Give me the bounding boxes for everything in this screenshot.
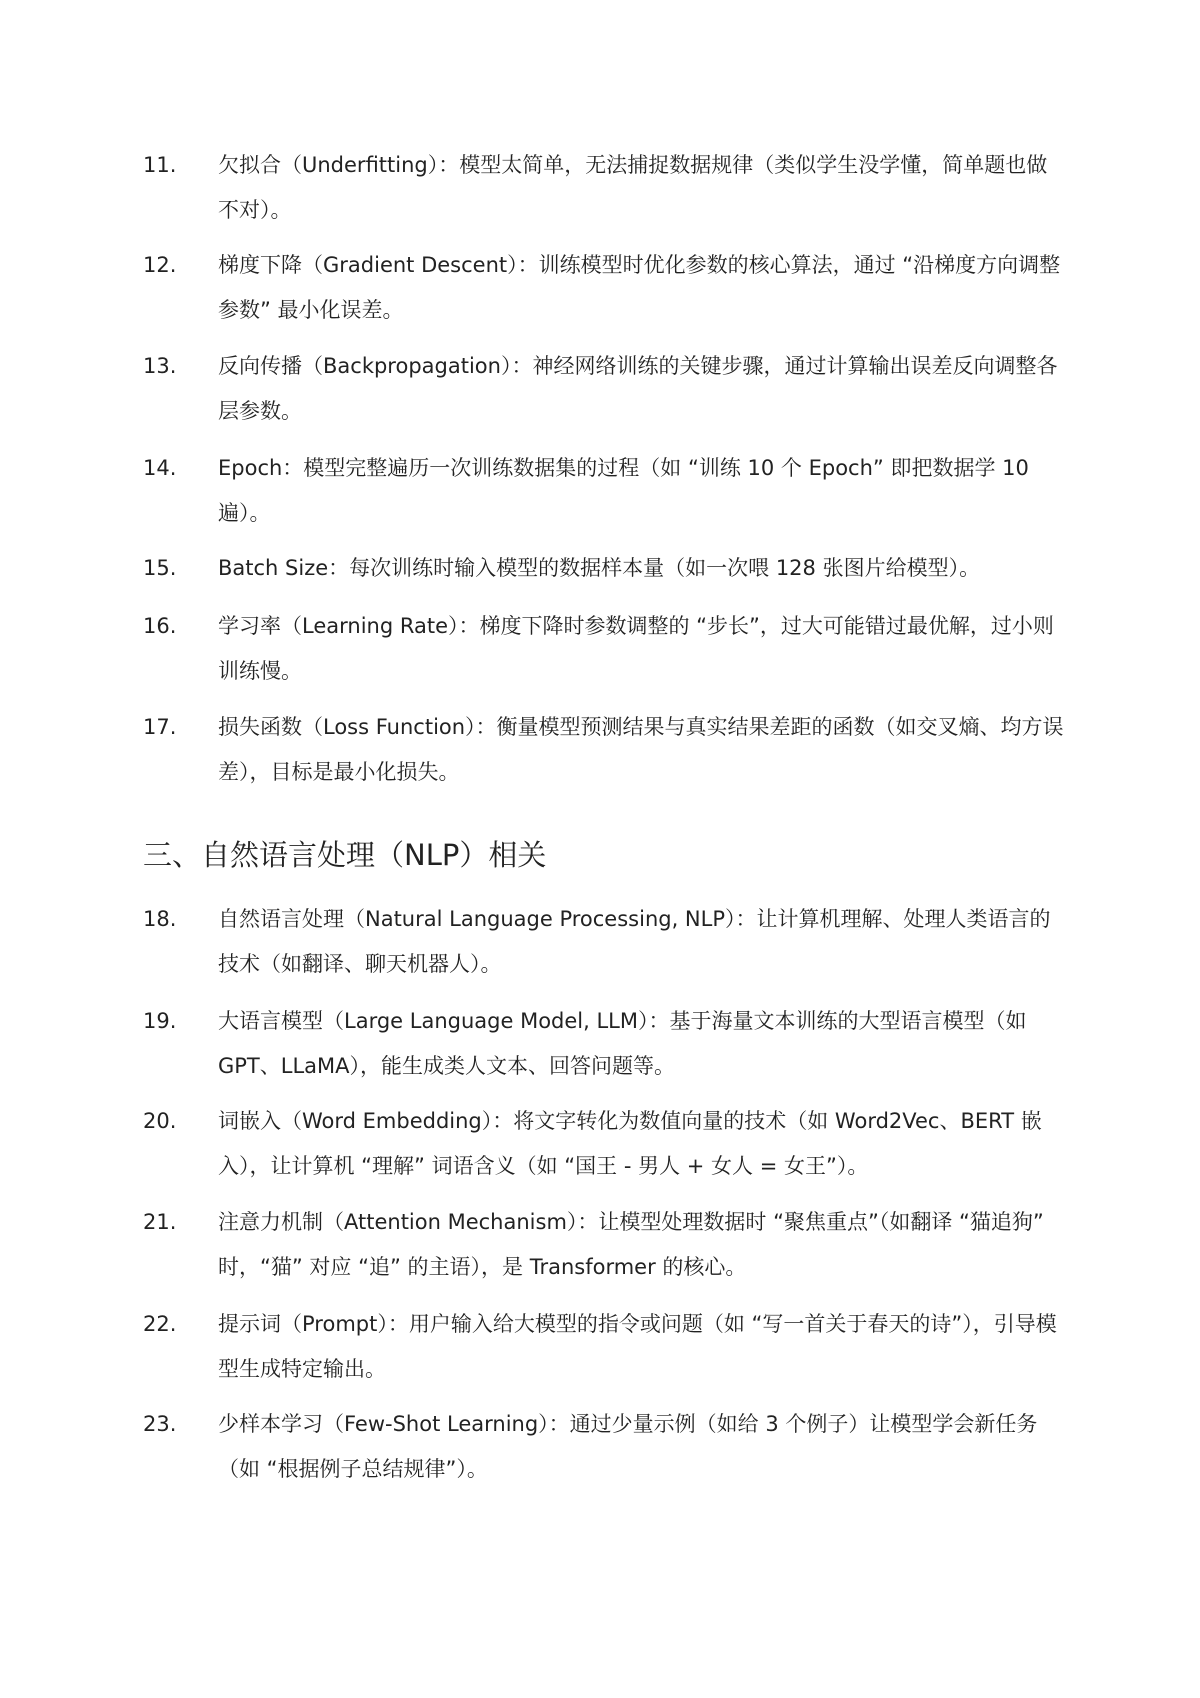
item-text: 大语言模型（Large Language Model, LLM）：基于海量文本训练的大型语言模型（如 GPT、LLaMA），能生成类人文本、回答问题等。 — [218, 1009, 1027, 1078]
item-text: 自然语言处理（Natural Language Processing, NLP）：让计算机理解、处理人类语言的技术（如翻译、聊天机器人）。 — [218, 907, 1051, 976]
item-number: 22. — [143, 1312, 177, 1336]
item-text: Batch Size：每次训练时输入模型的数据样本量（如一次喂 128 张图片给模型）。 — [218, 556, 981, 580]
item-text: Epoch：模型完整遍历一次训练数据集的过程（如 “训练 10 个 Epoch” 即把数据学 10 遍）。 — [218, 456, 1029, 525]
item-number: 17. — [143, 715, 177, 739]
item-number: 16. — [143, 614, 177, 638]
item-text: 学习率（Learning Rate）：梯度下降时参数调整的 “步长”，过大可能错过最优解，过小则训练慢。 — [218, 614, 1054, 683]
item-text: 梯度下降（Gradient Descent）：训练模型时优化参数的核心算法，通过 “沿梯度方向调整参数” 最小化误差。 — [218, 253, 1061, 322]
item-text: 损失函数（Loss Function）：衡量模型预测结果与真实结果差距的函数（如交叉熵、均方误差），目标是最小化损失。 — [218, 715, 1064, 784]
list-item — [143, 546, 1068, 591]
list-item — [143, 446, 1068, 536]
list-item — [143, 143, 1068, 233]
item-number: 15. — [143, 556, 177, 580]
item-number: 14. — [143, 456, 177, 480]
list-item — [143, 604, 1068, 694]
item-text: 注意力机制（Attention Mechanism）：让模型处理数据时 “聚焦重点”（如翻译 “猫追狗” 时，“猫” 对应 “追” 的主语），是 Transformer 的核心。 — [218, 1210, 1044, 1279]
item-number: 18. — [143, 907, 177, 931]
item-text: 提示词（Prompt）：用户输入给大模型的指令或问题（如 “写一首关于春天的诗”），引导模型生成特定输出。 — [218, 1312, 1057, 1381]
list-item — [143, 1302, 1068, 1392]
item-number: 12. — [143, 253, 177, 277]
list-item — [143, 705, 1068, 795]
item-number: 11. — [143, 153, 177, 177]
item-number: 23. — [143, 1412, 177, 1436]
item-number: 21. — [143, 1210, 177, 1234]
item-number: 13. — [143, 354, 177, 378]
item-number: 20. — [143, 1109, 177, 1133]
item-text: 欠拟合（Underfitting）：模型太简单，无法捕捉数据规律（类似学生没学懂，简单题也做不对）。 — [218, 153, 1048, 222]
list-item — [143, 243, 1068, 333]
item-text: 反向传播（Backpropagation）：神经网络训练的关键步骤，通过计算输出误差反向调整各层参数。 — [218, 354, 1058, 423]
list-item — [143, 1200, 1068, 1290]
item-text: 少样本学习（Few-Shot Learning）：通过少量示例（如给 3 个例子）让模型学会新任务（如 “根据例子总结规律”）。 — [218, 1412, 1038, 1481]
list-item — [143, 1099, 1068, 1189]
list-item — [143, 1402, 1068, 1492]
list-item — [143, 897, 1068, 987]
list-item — [143, 999, 1068, 1089]
list-item — [143, 344, 1068, 434]
section-heading: 三、自然语言处理（NLP）相关 — [143, 838, 547, 872]
item-text: 词嵌入（Word Embedding）：将文字转化为数值向量的技术（如 Word2Vec、BERT 嵌入），让计算机 “理解” 词语含义（如 “国王 - 男人 + 女人 = 女王”）。 — [218, 1109, 1042, 1178]
item-number: 19. — [143, 1009, 177, 1033]
